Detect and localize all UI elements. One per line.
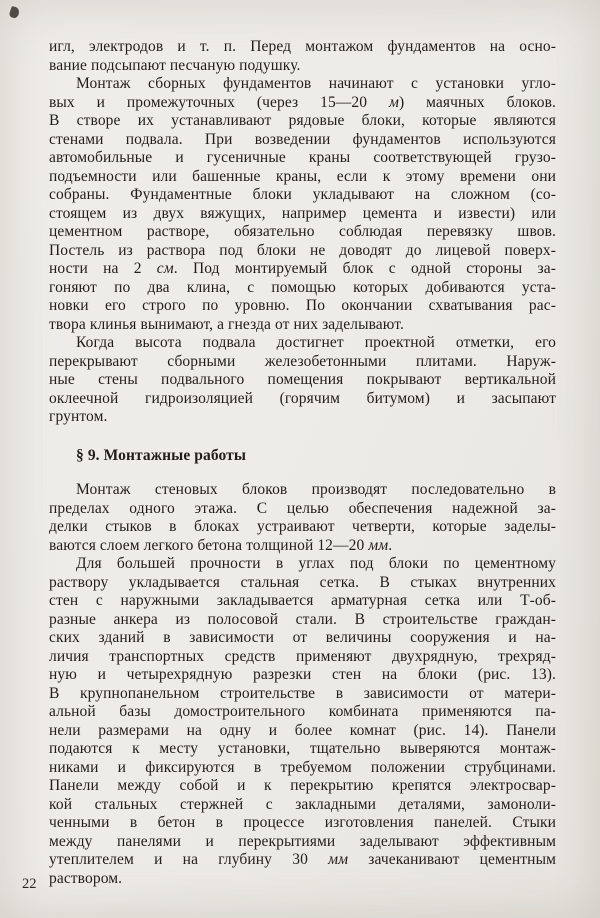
- text-line: автомобильные и гусеничные краны соответствующей грузо-: [49, 149, 556, 166]
- text-line: ченными в бетон в процессе изготовления панелей. Стыки: [49, 814, 556, 831]
- text-line: никами и фиксируются в требуемом положении струбцинами.: [49, 758, 556, 776]
- text-line: В крупнопанельном строительстве в зависимости от матери-: [49, 684, 556, 702]
- text-line: нели размерами на одну и более комнат (рис. 14). Панели: [49, 721, 556, 739]
- section-heading: § 9. Монтажные работы: [76, 446, 247, 464]
- text-line: гоняют по два клина, с помощью которых добиваются уста-: [49, 278, 556, 296]
- page-number: 22: [22, 876, 37, 892]
- text-line: раствору укладывается стальная сетка. В стыках внутренних: [49, 573, 556, 591]
- text-line: подаются к месту установки, тщательно выверяются монтаж-: [49, 740, 556, 757]
- scan-speck: [9, 6, 21, 19]
- text-line: Когда высота подвала достигнет проектной отметки, его: [76, 334, 556, 351]
- text-line: вание подсыпают песчаную подушку.: [49, 56, 301, 74]
- paragraph: [49, 555, 556, 888]
- text-line: новки его строго по уровню. По окончании схватывания рас-: [49, 297, 556, 314]
- text-line: Постель из раствора под блоки не доводят до лицевой поверх-: [49, 241, 556, 259]
- text-line: Панели между собой и к перекрытию крепятся электросвар-: [49, 777, 556, 794]
- text-line: стоящем из двух вяжущих, например цемента и извести) или: [49, 204, 556, 222]
- text-line: грунтом.: [49, 408, 108, 425]
- text-line: ные стены подвального помещения покрывают вертикальной: [49, 371, 556, 388]
- text-line: пределах одного этажа. С целью обеспечения надежной за-: [49, 499, 556, 517]
- text-line: Монтаж сборных фундаментов начинают с установки угло-: [76, 75, 556, 92]
- text-line: В створе их устанавливают рядовые блоки, которые являются: [49, 112, 556, 129]
- text-line: игл, электродов и т. п. Перед монтажом фундаментов на осно-: [49, 38, 556, 55]
- text-line: ских зданий в зависимости от величины сооружения и на-: [49, 629, 556, 646]
- text-line: перекрывают сборными железобетонными плитами. Наруж-: [49, 352, 556, 370]
- text-block: [49, 38, 556, 888]
- text-line: ваются слоем легкого бетона толщиной 12—20 мм.: [49, 536, 393, 554]
- text-line: кой стальных стержней с закладными деталями, замоноли-: [49, 795, 556, 813]
- text-line: стен с наружными закладывается арматурная сетка или Т-об-: [49, 592, 556, 609]
- paragraph: [49, 75, 556, 334]
- text-line: собраны. Фундаментные блоки укладывают на сложном (со-: [49, 186, 556, 203]
- text-line: раствором.: [49, 869, 123, 887]
- text-line: ности на 2 см. Под монтируемый блок с одной стороны за-: [49, 260, 556, 277]
- text-line: твора клинья вынимают, а гнезда от них заделывают.: [49, 315, 404, 333]
- text-line: стенами подвала. При возведении фундаментов используются: [49, 130, 556, 148]
- text-line: личия транспортных средств применяют двухрядную, трехряд-: [49, 647, 556, 665]
- text-line: оклеечной гидроизоляцией (горячим битумом) и засыпают: [49, 389, 556, 407]
- text-line: ную и четырехрядную разрезки стен на блоки (рис. 13).: [49, 666, 556, 683]
- text-line: делки стыков в блоках устраивают четверти, которые заделы-: [49, 518, 556, 535]
- text-line: альной базы домостроительного комбината применяются па-: [49, 703, 556, 720]
- paragraph: [49, 481, 556, 555]
- text-line: между панелями и перекрытиями заделывают эффективным: [49, 832, 556, 850]
- paragraph: [49, 334, 556, 427]
- text-line: утеплителем и на глубину 30 мм зачеканивают цементным: [49, 851, 556, 868]
- text-line: цементном растворе, обязательно соблюдая перевязку швов.: [49, 223, 556, 240]
- text-line: подъемности или башенные краны, если к этому времени они: [49, 167, 556, 185]
- text-line: вых и промежуточных (через 15—20 м) маячных блоков.: [49, 93, 557, 111]
- text-line: Для большей прочности в углах под блоки по цементному: [76, 555, 556, 572]
- text-line: Монтаж стеновых блоков производят последовательно в: [76, 481, 556, 498]
- paragraph: [49, 38, 556, 75]
- text-line: разные анкера из полосовой стали. В строительстве граждан-: [49, 610, 556, 628]
